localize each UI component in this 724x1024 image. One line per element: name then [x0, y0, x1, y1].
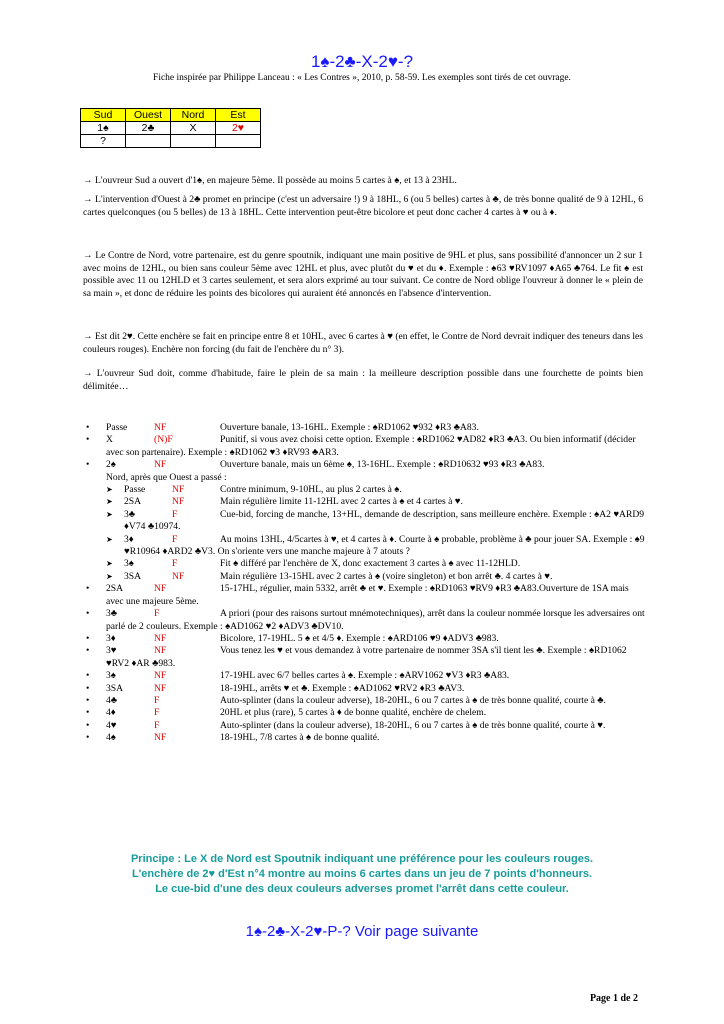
- bid-label: 3♦: [124, 533, 134, 545]
- bid-label: 3♦: [106, 632, 116, 644]
- principle-box: [0, 852, 724, 897]
- bidding-cell: ?: [81, 135, 126, 148]
- bid-force: NF: [172, 496, 185, 508]
- sub-bid-row: [86, 496, 646, 508]
- bid-description: Cue-bid, forcing de manche, 13+HL, demande de description, sans meilleure enchère. Exemple : ♠A2 ♥ARD9 ♦V74 ♣10974.: [124, 508, 645, 533]
- paragraph-est: → Est dit 2♥. Cette enchère se fait en principe entre 8 et 10HL, avec 6 cartes à ♥ (en effet, le Contre de Nord devrait indiquer des teneurs dans les couleurs rouges). Enchère non forcing (du fait de l'enchère du n° 3).: [83, 331, 643, 355]
- arrow-bullet-icon: ➤: [106, 559, 113, 569]
- bid-row: [86, 720, 646, 732]
- bidding-cell: 1♠: [81, 122, 126, 135]
- bullet-icon: •: [86, 682, 90, 694]
- bid-description: Ouverture banale, mais un 6ème ♠, 13-16HL. Exemple : ♠RD10632 ♥93 ♦R3 ♣A83.: [220, 459, 545, 471]
- bullet-icon: •: [86, 707, 90, 719]
- bid-list: [86, 422, 646, 745]
- arrow-bullet-icon: ➤: [106, 485, 113, 495]
- arrow-bullet-icon: ➤: [106, 497, 113, 507]
- bid-description: Au moins 13HL, 4/5cartes à ♥, et 4 cartes à ♦. Courte à ♠ probable, problème à ♣ pour jouer SA. Exemple : ♠9 ♥R10964 ♦ARD2 ♣V3. On s'oriente vers une manche majeure à 7 atouts ?: [124, 533, 645, 558]
- bid-label: 2SA: [124, 496, 142, 508]
- bullet-icon: •: [86, 459, 90, 471]
- bid-label: 3♣: [124, 508, 136, 520]
- bid-force: (N)F: [154, 434, 173, 446]
- next-sequence: 1♠-2♣-X-2♥-P-? Voir page suivante: [245, 923, 479, 940]
- bid-force: NF: [154, 459, 167, 471]
- arrow-bullet-icon: ➤: [106, 571, 113, 581]
- bid-force: NF: [154, 645, 167, 657]
- bid-description: Bicolore, 17-19HL. 5 ♠ et 4/5 ♦. Exemple : ♠ARD106 ♥9 ♦ADV3 ♣983.: [220, 632, 499, 644]
- bidding-cell: X: [171, 122, 216, 135]
- bid-description: 15-17HL, régulier, main 5332, arrêt ♣ et ♥. Exemple : ♠RD1063 ♥RV9 ♦R3 ♣A83.Ouverture de 1SA mais avec une majeure 5ème.: [106, 583, 629, 607]
- bid-row: [86, 707, 646, 719]
- bid-description: Auto-splinter (dans la couleur adverse), 18-20HL, 6 ou 7 cartes à ♠ de très bonne qualité, courte à ♥.: [220, 719, 606, 731]
- bid-label: 3♠: [124, 558, 134, 570]
- bullet-icon: •: [86, 583, 90, 595]
- principle-line: Principe : Le X de Nord est Spoutnik indiquant une préférence pour les couleurs rouges.: [130, 853, 594, 865]
- bid-force: NF: [154, 422, 167, 433]
- bullet-icon: •: [86, 608, 90, 620]
- bid-force: NF: [172, 484, 185, 496]
- bidding-header-cell: Est: [216, 109, 261, 122]
- bullet-icon: •: [86, 732, 90, 744]
- bid-description: Ouverture banale, 13-16HL. Exemple : ♠RD1062 ♥932 ♦R3 ♣A83.: [220, 422, 479, 433]
- bidding-header-cell: Ouest: [126, 109, 171, 122]
- sub-bid-row: [86, 484, 646, 496]
- arrow-bullet-icon: ➤: [106, 534, 113, 544]
- bid-description: 20HL et plus (rare), 5 cartes à ♦ de bonne qualité, enchère de chelem.: [220, 707, 487, 719]
- bid-row: [86, 422, 646, 434]
- principle-line: L'enchère de 2♥ d'Est n°4 montre au moins 6 cartes dans un jeu de 7 points d'honneurs.: [131, 868, 593, 880]
- bid-description: Contre minimum, 9-10HL, au plus 2 cartes à ♠.: [220, 484, 402, 496]
- bidding-cell: 2♥: [216, 122, 261, 135]
- page-subtitle: Fiche inspirée par Philippe Lanceau : « Les Contres », 2010, p. 58-59. Les exemples sont tirés de cet ouvrage.: [153, 73, 571, 83]
- bid-force: NF: [172, 570, 185, 582]
- bullet-icon: •: [86, 719, 90, 731]
- bid-label: 4♦: [106, 707, 116, 719]
- bid-label: 3♠: [106, 670, 116, 682]
- bid-label: 3SA: [106, 682, 124, 694]
- bidding-header-cell: Sud: [81, 109, 126, 122]
- bidding-row: [81, 122, 261, 135]
- bid-row: [86, 732, 646, 744]
- sub-bid-row: [86, 534, 646, 559]
- bid-force: F: [154, 707, 160, 719]
- bid-row: [86, 608, 646, 633]
- bid-label: X: [106, 434, 113, 446]
- bid-row: [86, 434, 646, 459]
- bullet-icon: •: [86, 694, 90, 706]
- bidding-header-cell: Nord: [171, 109, 216, 122]
- bid-force: F: [154, 719, 160, 731]
- bid-force: F: [154, 608, 160, 620]
- bid-row: [86, 695, 646, 707]
- arrow-bullet-icon: ➤: [106, 509, 113, 519]
- paragraph-sud: → L'ouvreur Sud doit, comme d'habitude, faire le plein de sa main : la meilleure description possible dans une fourchette de points bien délimitée…: [83, 368, 643, 392]
- bid-row: [86, 645, 646, 670]
- bidding-row: [81, 135, 261, 148]
- bid-label: 4♥: [106, 719, 117, 731]
- bid-description: 18-19HL, arrêts ♥ et ♣. Exemple : ♠AD1062 ♥RV2 ♦R3 ♣AV3.: [220, 682, 465, 694]
- bid-force: F: [172, 533, 178, 545]
- bid-description: Nord, après que Ouest a passé :: [106, 471, 227, 483]
- bidding-cell: [171, 135, 216, 148]
- bid-force: NF: [154, 583, 167, 595]
- bid-row: [86, 583, 646, 608]
- bid-force: NF: [154, 732, 167, 744]
- bid-force: F: [172, 508, 178, 520]
- paragraph-intervention: → L'intervention d'Ouest à 2♣ promet en principe (c'est un adversaire !) 9 à 18HL, 6 (ou 5 belles) cartes à ♣, de très bonne qualité de 9 à 12HL, 6 cartes quelconques (ou 5 belles) de 13 à 18HL. Cette intervention peut-être bicolore et peut donc cacher 4 cartes à ♥ ou à ♦.: [83, 194, 643, 218]
- bid-description: 18-19HL, 7/8 cartes à ♠ de bonne qualité.: [220, 732, 380, 744]
- bid-force: F: [154, 694, 160, 706]
- bid-force: F: [172, 558, 178, 570]
- bid-label: 3SA: [124, 570, 142, 582]
- bid-description: Vous tenez les ♥ et vous demandez à votre partenaire de nommer 3SA s'il tient les ♣. Exemple : ♠RD1062 ♥RV2 ♦AR ♣983.: [106, 645, 627, 669]
- bid-description: Punitif, si vous avez choisi cette option. Exemple : ♠RD1062 ♥AD82 ♦R3 ♣A3. Ou bien informatif (décider avec son partenaire). Exemple : ♠RD1062 ♥3 ♦RV93 ♣AR3.: [106, 434, 636, 458]
- bid-label: 4♣: [106, 694, 118, 706]
- bidding-table: [80, 108, 261, 148]
- bullet-icon: •: [86, 670, 90, 682]
- page-number: Page 1 de 2: [589, 993, 638, 1004]
- bullet-icon: •: [86, 422, 90, 433]
- bid-description: A priori (pour des raisons surtout mnémotechniques), arrêt dans la couleur nommée lorsque les adversaires ont parlé de 2 couleurs. Exemple : ♠AD1062 ♥2 ♦ADV3 ♣DV10.: [106, 608, 645, 632]
- paragraph-ouvreur: → L'ouvreur Sud a ouvert d'1♠, en majeure 5ème. Il possède au moins 5 cartes à ♠, et 13 à 23HL.: [83, 175, 457, 186]
- bullet-icon: •: [86, 632, 90, 644]
- bid-description: Main régulière limite 11-12HL avec 2 cartes à ♠ et 4 cartes à ♥.: [220, 496, 463, 508]
- bid-description: Fit ♠ différé par l'enchère de X, donc exactement 3 cartes à ♠ avec 11-12HLD.: [220, 558, 521, 570]
- bid-force: NF: [154, 632, 167, 644]
- bid-label: Passe: [124, 484, 146, 496]
- page-title: 1♠-2♣-X-2♥-?: [310, 52, 414, 71]
- bidding-header-row: [81, 109, 261, 122]
- bid-force: NF: [154, 670, 167, 682]
- bid-row: [86, 459, 646, 471]
- principle-line: Le cue-bid d'une des deux couleurs adverses promet l'arrêt dans cette couleur.: [155, 883, 569, 895]
- bidding-cell: [216, 135, 261, 148]
- bid-label: 4♠: [106, 732, 116, 744]
- bid-description: Main régulière 13-15HL avec 2 cartes à ♠ (voire singleton) et bon arrêt ♣. 4 cartes à ♥.: [220, 570, 553, 582]
- bid-row: [86, 472, 646, 484]
- bid-label: 2♠: [106, 459, 116, 471]
- sub-bid-row: [86, 558, 646, 570]
- bid-label: 3♥: [106, 645, 117, 657]
- bid-row: [86, 683, 646, 695]
- bid-row: [86, 670, 646, 682]
- bid-label: Passe: [106, 422, 128, 433]
- bid-description: Auto-splinter (dans la couleur adverse), 18-20HL, 6 ou 7 cartes à ♠ de très bonne qualité, courte à ♣.: [220, 694, 606, 706]
- bid-label: 3♣: [106, 608, 118, 620]
- bidding-cell: [126, 135, 171, 148]
- bid-row: [86, 633, 646, 645]
- sub-bid-row: [86, 571, 646, 583]
- bullet-icon: •: [86, 434, 90, 446]
- bid-force: NF: [154, 682, 167, 694]
- bullet-icon: •: [86, 645, 90, 657]
- bidding-cell: 2♣: [126, 122, 171, 135]
- bid-description: 17-19HL avec 6/7 belles cartes à ♠. Exemple : ♠ARV1062 ♥V3 ♦R3 ♣A83.: [220, 670, 510, 682]
- paragraph-contre-nord: → Le Contre de Nord, votre partenaire, est du genre spoutnik, indiquant une main positive de 9HL et plus, sans possibilité d'annoncer un 2 sur 1 avec moins de 12HL, ou bien sans couleur 5ème avec 12HL et plus, avec plutôt du ♥ et du ♦. Exemple : ♠63 ♥RV1097 ♦A65 ♣764. Le fit ♠ est possible avec 11 ou 12HLD et 3 cartes seulement, et sera alors exprimé au tour suivant. Ce contre de Nord oblige l'ouvreur à donner le « plein de sa main », et donc de réduire les points des bicolores qui auraient été annoncés en l'absence d'intervention.: [83, 250, 643, 299]
- sub-bid-row: [86, 509, 646, 534]
- bid-label: 2SA: [106, 583, 124, 595]
